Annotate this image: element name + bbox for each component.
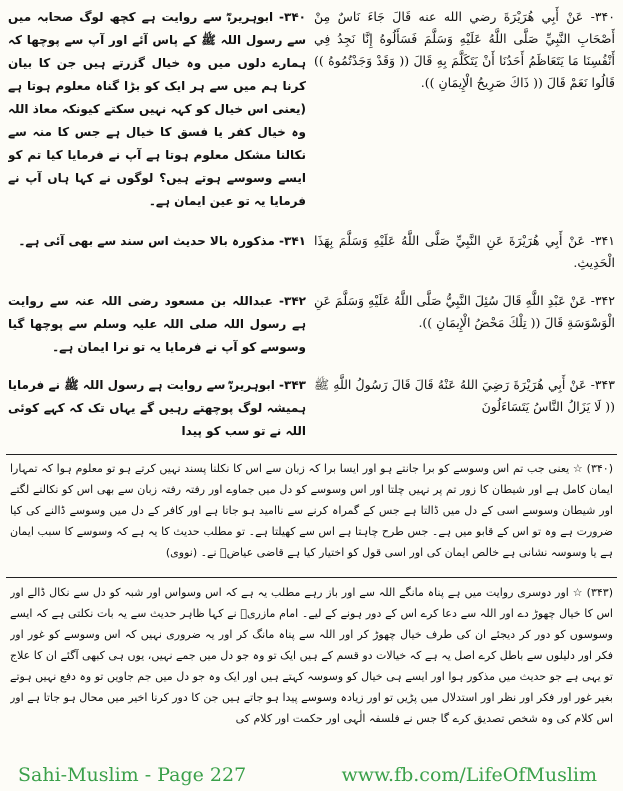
footnote-divider (6, 454, 617, 455)
urdu-translation-343: ۳۴۳- ابوہریرہؓ سے روایت ہے رسول اللہ ﷺ نے فرمایا ہمیشہ لوگ پوچھتے رہیں گے یہاں تک کہ کہے کوئی اللہ نے تو سب کو پیدا (8, 378, 306, 438)
page-footer (0, 758, 623, 791)
book-page-label: Sahi-Muslim - Page 227 (18, 763, 247, 786)
urdu-translation-342: ۳۴۲- عبداللہ بن مسعود رضی اللہ عنہ سے روایت ہے رسول اللہ صلی اللہ علیہ وسلم سے پوچھا گیا وسوسے کو آپ نے فرمایا یہ تو نرا ایمان ہے۔ (8, 294, 306, 354)
footnote-divider (6, 577, 617, 578)
hadith-row-340 (8, 6, 615, 224)
arabic-text-342: ۳۴۲- عَنْ عَبْدِ اللَّهِ قَالَ سُئِلَ النَّبِيُّ صَلَّى اللَّهُ عَلَيْهِ وَسَلَّمَ عَنِ الْوَسْوَسَةِ قَالَ (( تِلْكَ مَحْضُ الْإِيمَانِ )). (314, 293, 615, 330)
arabic-text-343: ۳۴۳- عَنْ أَبِي هُرَيْرَةَ رَضِيَ اللهُ عَنْهُ قَالَ قَالَ رَسُولُ اللَّهِ ﷺ (( لَا يَزَالُ النَّاسُ يَتَسَاءَلُونَ (314, 377, 615, 414)
facebook-page-link[interactable]: www.fb.com/LifeOfMuslim (341, 763, 597, 786)
urdu-translation-340: ۳۴۰- ابوہریرہؓ سے روایت ہے کچھ لوگ صحابہ میں سے رسول اللہ ﷺ کے پاس آئے اور آپ سے پوچھا کہ ہمارے دلوں میں وہ خیال گزرتے ہیں جن کا بیان کرنا ہم میں سے ہر ایک کو بڑا گناہ معلوم ہوتا ہے (یعنی اس خیال کو کہہ نہیں سکتے کیونکہ معاذ اللہ وہ خیال کفر یا فسق کا خیال ہے جس کا منہ سے نکالنا مشکل معلوم ہوتا ہے آپ نے فرمایا کیا تم کو ایسے وسوسے ہوتے ہیں؟ لوگوں نے کہا ہاں آپ نے فرمایا یہ تو عین ایمان ہے۔ (8, 10, 306, 208)
arabic-text-341: ۳۴۱- عَنْ أَبِي هُرَيْرَةَ عَنِ النَّبِيِّ صَلَّى اللَّهُ عَلَيْهِ وَسَلَّمَ بِهَذَا الْحَدِيثِ. (314, 233, 615, 270)
hadith-row-342 (8, 290, 615, 370)
footnote-340: (۳۴۰) ☆ یعنی جب تم اس وسوسے کو برا جانتے ہو اور ایسا برا کہ زبان سے اس کا نکلنا پسند نہیں کرتے ہو تو معلوم ہوا کہ تمہارا ایمان کامل ہے اور شیطان کا زور تم پر نہیں چلتا اور اس وسوسے کو دل میں جماوے اور رفتہ رفتہ زبان سے بھی اس کو نکالنے لگتے اور شیطان وسوسے اسی کے دل میں ڈالتا ہے جس کے گمراہ کرنے سے ناامید ہو جاتا ہے اور کافر کے دل میں وسوسے ڈالنے کی کیا ضرورت ہے وہ تو اس کے قابو میں ہے۔ جس طرح چاہتا ہے اس سے کھیلتا ہے۔ تو مطلب حدیث کا یہ ہے کہ وسوسے کا سبب ایمان ہے یا وسوسہ نشانی ہے خالص ایمان کی اور اسی قول کو اختیار کیا ہے قاضی عیاضؒ نے۔ (نووی) (10, 462, 613, 559)
hadith-row-341 (8, 230, 615, 286)
arabic-text-340: ۳۴۰- عَنْ أَبِي هُرَيْرَةَ رضي الله عنه قَالَ جَاءَ نَاسٌ مِنْ أَصْحَابِ النَّبِيِّ صَلَّى اللَّهُ عَلَيْهِ وَسَلَّمَ فَسَأَلُوهُ إِنَّا نَجِدُ فِي أَنْفُسِنَا مَا يَتَعَاظَمُ أَحَدُنَا أَنْ يَتَكَلَّمَ بِهِ قَالَ (( وَقَدْ وَجَدْتُمُوهُ )) قَالُوا نَعَمْ قَالَ (( ذَاكَ صَرِيحُ الْإِيمَانِ )). (314, 9, 615, 90)
hadith-row-343 (8, 374, 615, 450)
footnote-343: (۳۴۳) ☆ اور دوسری روایت میں ہے پناہ مانگے اللہ سے اور باز رہے مطلب یہ ہے کہ اس وسواس اور شبہ کو دل سے نکال ڈالے اور اس کا خیال چھوڑ دے اور اللہ سے دعا کرے اس کے دور ہونے کے لیے۔ امام مازریؒ نے کہا ظاہر حدیث سے یہ بات نکلتی ہے کہ ایسے وسوسوں کو دور کر دیجئے ان کی طرف خیال چھوڑ کر اور اللہ سے پناہ مانگ کر اور یہ ضروری نہیں کہ اس وسوسے کو غور اور فکر اور دلیلوں سے باطل کرے اصل یہ ہے کہ خیالات دو قسم کے ہیں ایک تو وہ جو دل میں جمے نہیں، یوں ہی کبھی آگئے ان کا علاج تو یہی ہے جو حدیث میں مذکور ہوا اور ایسے ہی خیال کو وسوسہ کہتے ہیں اور ایک وہ جو دل میں جم جاویں تو وہ دفع نہیں ہوتے بغیر غور اور فکر اور نظر اور استدلال میں پڑیں تو اور زیادہ وسوسے پیدا ہو جاتے ہیں جن کا دور کرنا اخیر میں محال ہو جاتا ہے اور اس کلام کی وہ شخص تصدیق کرے گا جس نے فلسفہ الٰہی اور حکمت اور کلام کی (10, 586, 613, 725)
urdu-translation-341: ۳۴۱- مذکورہ بالا حدیث اس سند سے بھی آئی ہے۔ (18, 234, 306, 248)
